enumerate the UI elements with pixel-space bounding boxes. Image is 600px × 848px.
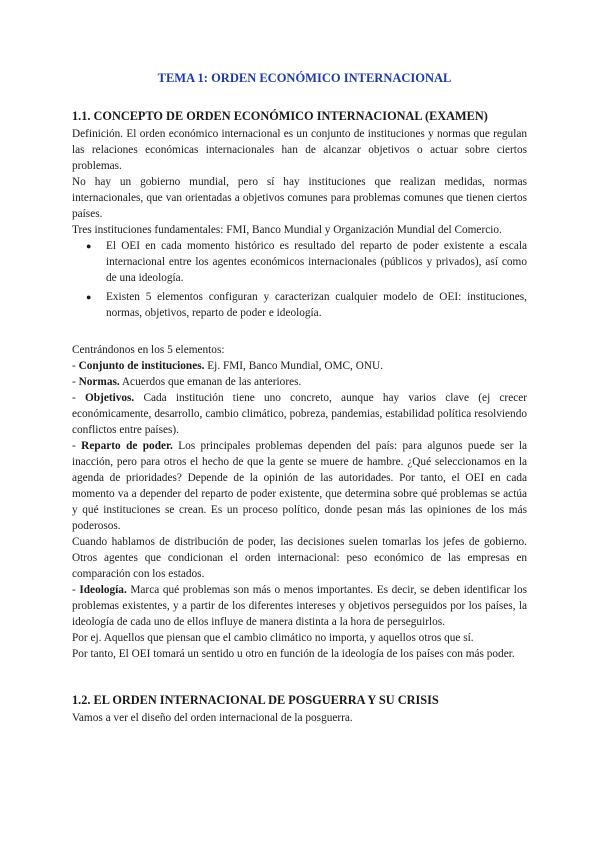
paragraph-conclusion: Por tanto, El OEI tomará un sentido u otro en función de la ideología de los países con más poder. bbox=[72, 648, 515, 660]
document-title: TEMA 1: ORDEN ECONÓMICO INTERNACIONAL bbox=[157, 71, 452, 85]
section-2-heading: 1.2. EL ORDEN INTERNACIONAL DE POSGUERRA Y SU CRISIS bbox=[72, 693, 439, 707]
paragraph-postwar-intro: Vamos a ver el diseño del orden internacional de la posguerra. bbox=[72, 712, 353, 724]
element-power-distribution: - Reparto de poder. Los principales problemas dependen del país: para algunos puede ser la inacción, pero para otros el hecho de que la gente se muere de hambre. ¿Qué seleccionamos en la agenda de prioridades? Depende de la opinión de las autoridades. Por tanto, el OEI en cada momento va a depender del reparto de poder existente, que determina sobre qué problemas se actúa y qué instituciones se crean. Es un proceso político, donde pesan más las opiniones de los más poderosos. bbox=[72, 440, 527, 532]
element-label: Objetivos. bbox=[84, 392, 135, 404]
element-text: Cada institución tiene uno concreto, aunque hay varios clave (ej crecer económicamente, desarrollo, cambio climático, pobreza, pandemias, estabilidad política resolviendo conflictos entre países). bbox=[72, 392, 527, 436]
element-objectives: - Objetivos. Cada institución tiene uno concreto, aunque hay varios clave (ej crecer económicamente, desarrollo, cambio climático, pobreza, pandemias, estabilidad política resolviendo conflictos entre países). bbox=[72, 392, 527, 436]
document-body bbox=[72, 70, 527, 726]
paragraph-three-institutions: Tres instituciones fundamentales: FMI, Banco Mundial y Organización Mundial del Comercio. bbox=[72, 224, 502, 236]
element-label: Ideología. bbox=[79, 584, 127, 596]
paragraph-power-distribution: Cuando hablamos de distribución de poder, las decisiones suelen tomarlas los jefes de gobierno. Otros agentes que condicionan el orden internacional: peso económico de las empresas en comparación con los estados. bbox=[72, 536, 527, 580]
element-text: Marca qué problemas son más o menos importantes. Es decir, se deben identificar los problemas existentes, y a partir de los diferentes intereses y objetivos perseguidos por los países, la ideología de cada uno de ellos influye de manera distinta a la hora de perseguirlos. bbox=[72, 584, 527, 628]
element-institutions: - Conjunto de instituciones. Ej. FMI, Banco Mundial, OMC, ONU. bbox=[72, 360, 384, 372]
element-text: Ej. FMI, Banco Mundial, OMC, ONU. bbox=[204, 360, 384, 372]
paragraph-definition: Definición. El orden económico internacional es un conjunto de instituciones y normas que regulan las relaciones económicas internacionales han de alcanzar objetivos o actuar sobre ciertos problemas. bbox=[72, 128, 527, 172]
element-label: Reparto de poder. bbox=[81, 440, 173, 452]
element-label: Normas. bbox=[78, 376, 120, 388]
element-text: Acuerdos que emanan de las anteriores. bbox=[119, 376, 302, 388]
paragraph-example: Por ej. Aquellos que piensan que el cambio climático no importa, y aquellos otros que sí. bbox=[72, 632, 474, 644]
section-1-heading: 1.1. CONCEPTO DE ORDEN ECONÓMICO INTERNACIONAL (EXAMEN) bbox=[72, 109, 488, 123]
bullet-list bbox=[72, 238, 527, 321]
paragraph-five-elements-intro: Centrándonos en los 5 elementos: bbox=[72, 344, 225, 356]
bullet-item: ● Existen 5 elementos configuran y caracterizan cualquier modelo de OEI: instituciones, normas, objetivos, reparto de poder e ideología. bbox=[106, 289, 527, 321]
paragraph-no-world-government: No hay un gobierno mundial, pero sí hay instituciones que realizan medidas, normas internacionales, que van orientadas a objetivos comunes para problemas comunes que tienen ciertos países. bbox=[72, 176, 527, 220]
element-label: Conjunto de instituciones. bbox=[78, 360, 205, 372]
element-text: Los principales problemas dependen del país: para algunos puede ser la inacción, pero para otros el hecho de que la gente se muere de hambre. ¿Qué seleccionamos en la agenda de prioridades? Depende de la opinión de las autoridades. Por tanto, el OEI en cada momento va a depender del reparto de poder existente, que determina sobre qué problemas se actúa y qué instituciones se crean. Es un proceso político, donde pesan más las opiniones de los más poderosos. bbox=[72, 440, 527, 532]
bullet-item: ● El OEI en cada momento histórico es resultado del reparto de poder existente a escala internacional entre los agentes económicos internacionales (públicos y privados), así como de una ideología. bbox=[106, 238, 527, 286]
element-ideology: - Ideología. Marca qué problemas son más o menos importantes. Es decir, se deben identificar los problemas existentes, y a partir de los diferentes intereses y objetivos perseguidos por los países, la ideología de cada uno de ellos influye de manera distinta a la hora de perseguirlos. bbox=[72, 584, 527, 628]
element-norms: - Normas. Acuerdos que emanan de las anteriores. bbox=[72, 376, 302, 388]
